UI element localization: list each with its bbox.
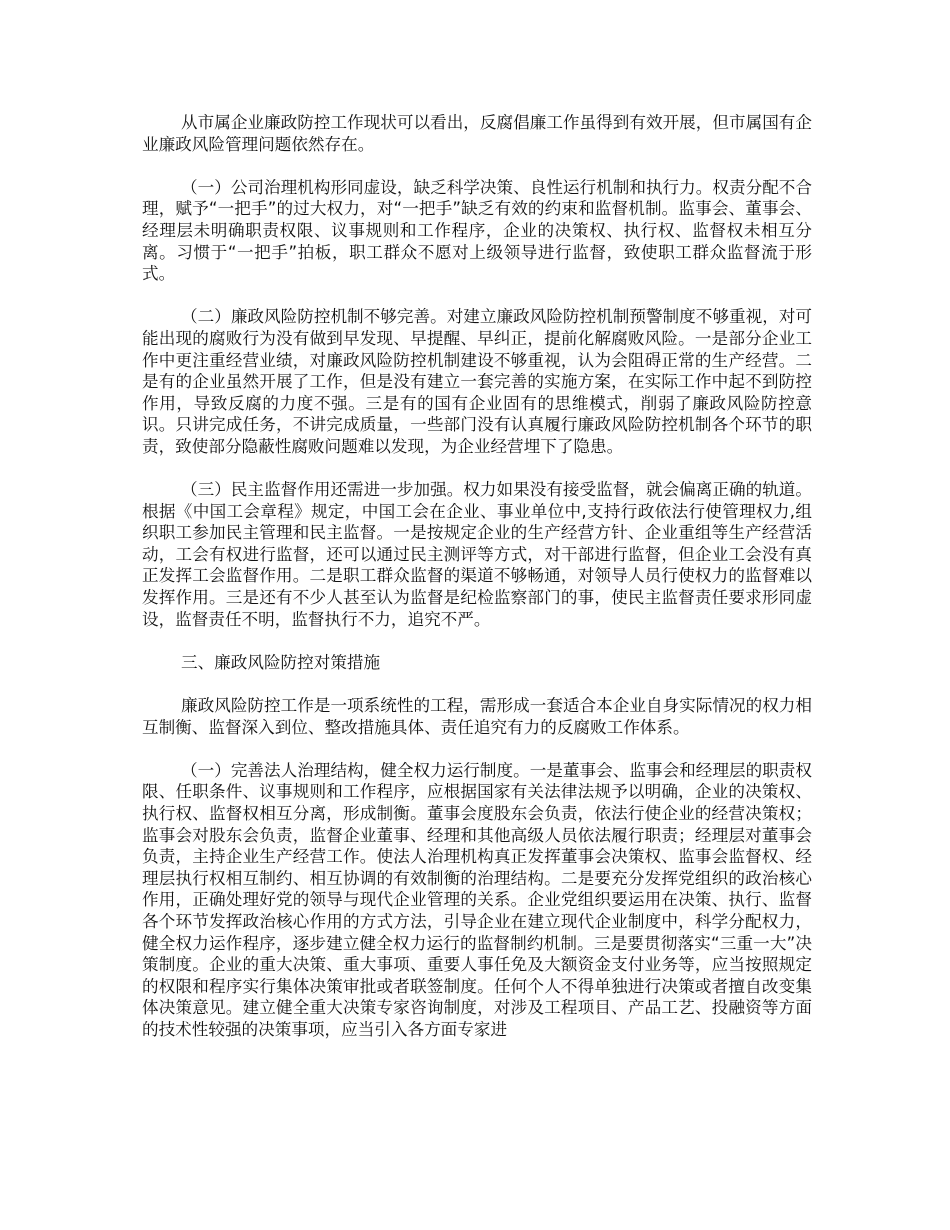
paragraph-corporate-governance-measure: （一）完善法人治理结构，健全权力运行制度。一是董事会、监事会和经理层的职责权限、任职条件、议事规则和工作程序，应根据国家有关法律法规予以明确，企业的决策权、执行权、监督权相互分离，形成制衡。董事会度股东会负责，依法行使企业的经营决策权；监事会对股东会负责，监督企业董事、经理和其他高级人员依法履行职责；经理层对董事会负责，主持企业生产经营工作。使法人治理机构真正发挥董事会决策权、监事会监督权、经理层执行权相互制约、相互协调的有效制衡的治理结构。二是要充分发挥党组织的政治核心作用，正确处理好党的领导与现代企业管理的关系。企业党组织要运用在决策、执行、监督各个环节发挥政治核心作用的方式方法，引导企业在建立现代企业制度中，科学分配权力，健全权力运作程序，逐步建立健全权力运行的监督制约机制。三是要贯彻落实“三重一大”决策制度。企业的重大决策、重大事项、重要人事任免及大额资金支付业务等，应当按照规定的权限和程序实行集体决策审批或者联签制度。任何个人不得单独进行决策或者擅自改变集体决策意见。建立健全重大决策专家咨询制度，对涉及工程项目、产品工艺、投融资等方面的技术性较强的决策事项，应当引入各方面专家进 — [142, 760, 812, 1039]
paragraph-intro: 从市属企业廉政防控工作现状可以看出，反腐倡廉工作虽得到有效开展，但市属国有企业廉政风险管理问题依然存在。 — [142, 113, 812, 154]
paragraph-democratic-supervision-issue: （三）民主监督作用还需进一步加强。权力如果没有接受监督，就会偏离正确的轨道。根据《中国工会章程》规定，中国工会在企业、事业单位中,支持行政依法行使管理权力,组织职工参加民主管理和民主监督。一是按规定企业的生产经营方针、企业重组等生产经营活动，工会有权进行监督，还可以通过民主测评等方式，对干部进行监督，但企业工会没有真正发挥工会监督作用。二是职工群众监督的渠道不够畅通，对领导人员行使权力的监督难以发挥作用。三是还有不少人甚至认为监督是纪检监察部门的事，使民主监督责任要求形同虚设，监督责任不明，监督执行不力，追究不严。 — [142, 480, 812, 629]
section-heading: 三、廉政风险防控对策措施 — [181, 652, 381, 672]
document-body — [142, 112, 812, 1062]
paragraph-governance-issue: （一）公司治理机构形同虚设，缺乏科学决策、良性运行机制和执行力。权责分配不合理，赋予“一把手”的过大权力，对“一把手”缺乏有效的约束和监督机制。监事会、董事会、经理层未明确职责权限、议事规则和工作程序，企业的决策权、执行权、监督权未相互分离。习惯于“一把手”拍板，职工群众不愿对上级领导进行监督，致使职工群众监督流于形式。 — [142, 177, 812, 284]
paragraph-measures-intro: 廉政风险防控工作是一项系统性的工程，需形成一套适合本企业自身实际情况的权力相互制衡、监督深入到位、整改措施具体、责任追究有力的反腐败工作体系。 — [142, 696, 812, 737]
paragraph-risk-mechanism-issue: （二）廉政风险防控机制不够完善。对建立廉政风险防控机制预警制度不够重视，对可能出现的腐败行为没有做到早发现、早提醒、早纠正，提前化解腐败风险。一是部分企业工作中更注重经营业绩，对廉政风险防控机制建设不够重视，认为会阻碍正常的生产经营。二是有的企业虽然开展了工作，但是没有建立一套完善的实施方案，在实际工作中起不到防控作用，导致反腐的力度不强。三是有的国有企业固有的思维模式，削弱了廉政风险防控意识。只讲完成任务，不讲完成质量，一些部门没有认真履行廉政风险防控机制各个环节的职责，致使部分隐蔽性腐败问题难以发现，为企业经营埋下了隐患。 — [142, 307, 812, 456]
